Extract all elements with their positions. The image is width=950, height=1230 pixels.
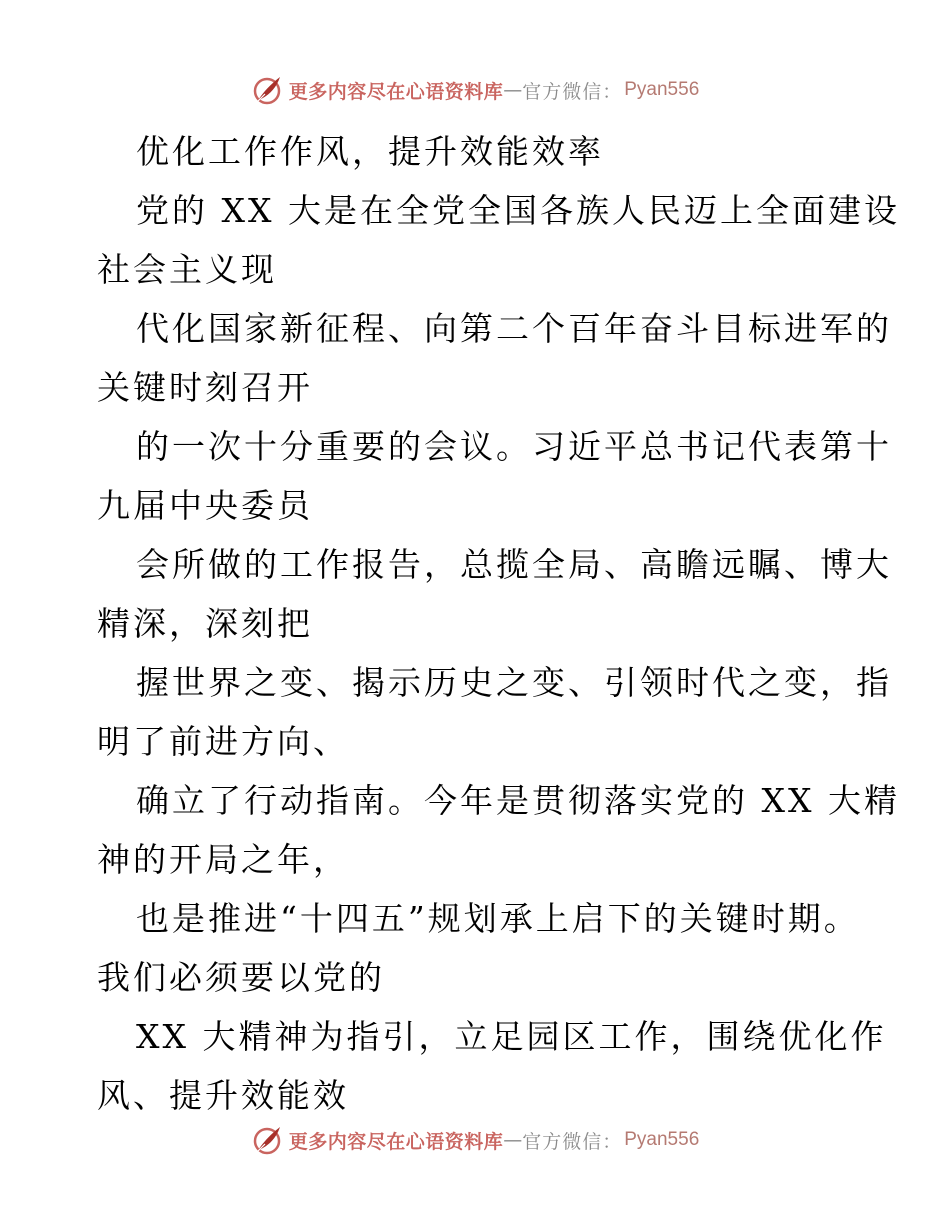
- document-line: 神的开局之年，: [97, 840, 349, 879]
- banner-wechat-id: Pyan556: [624, 1129, 700, 1150]
- document-line: 握世界之变、揭示历史之变、引领时代之变，指: [136, 663, 892, 702]
- document-line: 会所做的工作报告，总揽全局、高瞻远瞩、博大: [136, 545, 892, 584]
- document-line: 党的 XX 大是在全党全国各族人民迈上全面建设: [136, 191, 900, 230]
- banner-main-text: 更多内容尽在心语资料库: [288, 80, 504, 103]
- feather-quill-logo-icon: [251, 1124, 283, 1156]
- banner-wechat-label: 官方微信：: [522, 1130, 623, 1153]
- document-body: [97, 122, 900, 1125]
- document-line: XX 大精神为指引，立足园区工作，围绕优化作: [136, 1017, 887, 1056]
- document-line: 我们必须要以党的: [97, 958, 385, 997]
- banner-wechat-id: Pyan556: [624, 79, 700, 100]
- document-line: 明了前进方向、: [97, 722, 349, 761]
- banner-main-text: 更多内容尽在心语资料库: [288, 1130, 504, 1153]
- banner-dash: —: [503, 1129, 523, 1151]
- document-line: 社会主义现: [97, 250, 277, 289]
- header-watermark-banner: [0, 70, 950, 110]
- document-line: 风、提升效能效: [97, 1076, 349, 1115]
- document-line: 也是推进“十四五”规划承上启下的关键时期。: [136, 899, 860, 938]
- document-line: 关键时刻召开: [97, 368, 313, 407]
- document-line: 精深，深刻把: [97, 604, 313, 643]
- document-line: 代化国家新征程、向第二个百年奋斗目标进军的: [136, 309, 892, 348]
- footer-watermark-banner: [0, 1120, 950, 1160]
- document-title: 优化工作作风，提升效能效率: [136, 132, 604, 171]
- feather-quill-logo-icon: [251, 74, 283, 106]
- banner-dash: —: [503, 79, 523, 101]
- document-line: 的一次十分重要的会议。习近平总书记代表第十: [136, 427, 892, 466]
- banner-wechat-label: 官方微信：: [522, 80, 623, 103]
- document-line: 九届中央委员: [97, 486, 313, 525]
- document-line: 确立了行动指南。今年是贯彻落实党的 XX 大精: [136, 781, 900, 820]
